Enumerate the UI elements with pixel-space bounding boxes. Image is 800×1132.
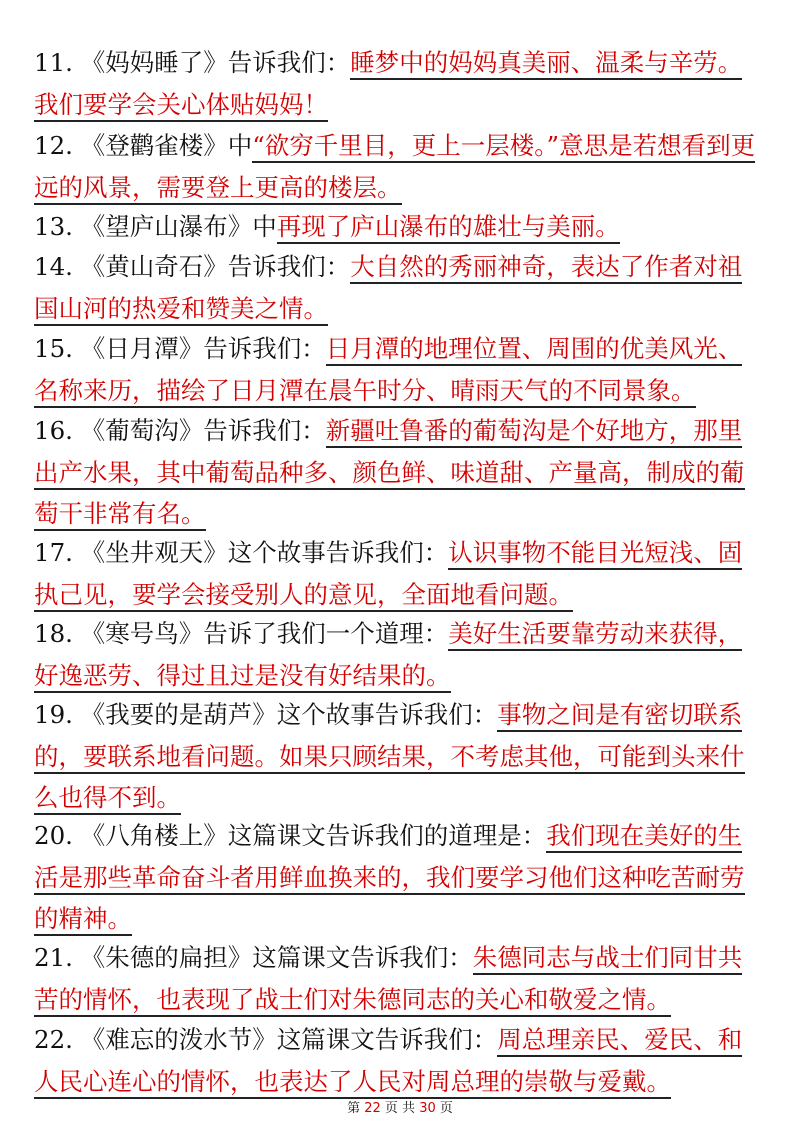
footer-suffix: 页 <box>439 1101 453 1116</box>
list-item-21 <box>34 937 764 1020</box>
item-question: 《望庐山瀑布》中 <box>80 212 277 241</box>
item-question: 《登鹳雀楼》中 <box>80 131 253 160</box>
item-number: 20. <box>34 821 73 850</box>
item-number: 18. <box>34 619 73 648</box>
item-number: 19. <box>34 700 73 729</box>
list-item-19 <box>34 694 764 819</box>
item-question: 《难忘的泼水节》这篇课文告诉我们： <box>80 1025 498 1054</box>
item-number: 15. <box>34 334 73 363</box>
item-answer: 日月潭的地理位置、周围的优美风光、名称来历，描绘了日月潭在晨午时分、晴雨天气的不同景象。 <box>34 334 742 408</box>
item-number: 13. <box>34 212 73 241</box>
item-number: 12. <box>34 131 73 160</box>
item-question: 《日月潭》告诉我们： <box>80 334 326 363</box>
item-answer: 美好生活要靠劳动来获得，好逸恶劳、得过且过是没有好结果的。 <box>34 619 742 693</box>
list-item-16 <box>34 410 764 535</box>
item-question: 《八角楼上》这篇课文告诉我们的道理是： <box>80 821 547 850</box>
list-item-12 <box>34 125 764 208</box>
item-question: 《黄山奇石》告诉我们： <box>80 252 351 281</box>
total-page-number: 30 <box>419 1101 436 1116</box>
list-item-22 <box>34 1019 764 1102</box>
item-question: 《朱德的扁担》这篇课文告诉我们： <box>80 943 473 972</box>
item-answer: 再现了庐山瀑布的雄壮与美丽。 <box>277 212 620 244</box>
item-answer: “欲穷千里目，更上一层楼。”意思是若想看到更远的风景，需要登上更高的楼层。 <box>34 131 755 205</box>
item-question: 《我要的是葫芦》这个故事告诉我们： <box>80 700 498 729</box>
item-number: 22. <box>34 1025 73 1054</box>
item-answer: 新疆吐鲁番的葡萄沟是个好地方，那里出产水果，其中葡萄品种多、颜色鲜、味道甜、产量高，制成的葡萄干非常有名。 <box>34 416 745 531</box>
item-answer: 认识事物不能目光短浅、固执己见，要学会接受别人的意见，全面地看问题。 <box>34 538 742 612</box>
item-answer: 大自然的秀丽神奇，表达了作者对祖国山河的热爱和赞美之情。 <box>34 252 742 326</box>
item-answer: 我们现在美好的生活是那些革命奋斗者用鲜血换来的，我们要学习他们这种吃苦耐劳的精神。 <box>34 821 745 936</box>
item-number: 16. <box>34 416 73 445</box>
page-footer <box>0 1097 800 1116</box>
item-number: 17. <box>34 538 73 567</box>
item-answer: 朱德同志与战士们同甘共苦的情怀，也表现了战士们对朱德同志的关心和敬爱之情。 <box>34 943 742 1017</box>
list-item-15 <box>34 328 764 411</box>
item-answer: 周总理亲民、爱民、和人民心连心的情怀，也表达了人民对周总理的崇敬与爱戴。 <box>34 1025 742 1099</box>
item-question: 《妈妈睡了》告诉我们： <box>80 48 351 77</box>
item-question: 《葡萄沟》告诉我们： <box>80 416 326 445</box>
item-answer: 事物之间是有密切联系的，要联系地看问题。如果只顾结果，不考虑其他，可能到头来什么也得不到。 <box>34 700 745 815</box>
list-item-14 <box>34 246 764 329</box>
list-item-20 <box>34 815 764 940</box>
list-item-13 <box>34 206 764 248</box>
footer-middle: 页 共 <box>384 1101 416 1116</box>
item-answer: 睡梦中的妈妈真美丽、温柔与辛劳。我们要学会关心体贴妈妈！ <box>34 48 742 122</box>
item-number: 11. <box>34 48 73 77</box>
item-number: 21. <box>34 943 73 972</box>
list-item-18 <box>34 613 764 696</box>
list-item-11 <box>34 42 764 125</box>
footer-prefix: 第 <box>347 1101 361 1116</box>
list-item-17 <box>34 532 764 615</box>
item-question: 《坐井观天》这个故事告诉我们： <box>80 538 449 567</box>
item-question: 《寒号鸟》告诉了我们一个道理： <box>80 619 449 648</box>
current-page-number: 22 <box>364 1101 381 1116</box>
item-number: 14. <box>34 252 73 281</box>
